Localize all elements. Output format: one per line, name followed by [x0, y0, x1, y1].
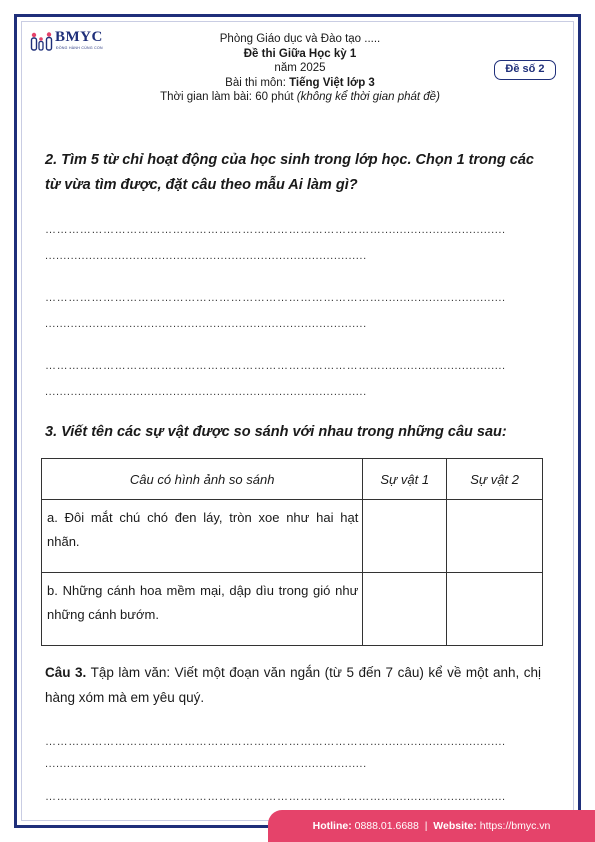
- answer-line[interactable]: ……………………………………………………………………………..................................: [45, 224, 506, 236]
- answer-cell-object-2[interactable]: [447, 500, 543, 573]
- header-time-line: [110, 90, 490, 105]
- family-logo-icon: [30, 31, 56, 51]
- answer-line[interactable]: ……………………………………………………………………………..................................: [45, 791, 506, 803]
- table-row: [42, 500, 543, 573]
- logo-tagline: ĐỒNG HÀNH CÙNG CON: [56, 46, 103, 50]
- header-subject-prefix: Bài thi môn:: [225, 76, 290, 89]
- header-department: Phòng Giáo dục và Đào tạo .....: [219, 33, 381, 45]
- table-row: [42, 573, 543, 646]
- answer-line[interactable]: ……………………………………………………………………………..................................: [45, 736, 506, 748]
- question-cau-3: [45, 660, 541, 710]
- hotline-number[interactable]: 0888.01.6688: [351, 820, 419, 832]
- logo-brand: BMYC: [55, 29, 103, 45]
- exam-header: [110, 32, 490, 105]
- answer-cell-object-2[interactable]: [447, 573, 543, 646]
- header-exam-title: Đề thi Giữa Học kỳ 1: [243, 47, 357, 60]
- answer-line[interactable]: ……………………………………………………………………………..................................: [45, 292, 506, 304]
- cau3-label: Câu 3.: [45, 665, 87, 680]
- comparison-table: [41, 458, 543, 646]
- header-subject-line: [110, 76, 490, 91]
- header-object-1: Sự vật 1: [363, 459, 447, 500]
- answer-line[interactable]: ........................................................................................: [45, 758, 367, 770]
- header-sentence: Câu có hình ảnh so sánh: [42, 459, 363, 500]
- bmyc-logo: [30, 31, 114, 51]
- footer-separator: |: [418, 820, 434, 832]
- sentence-b: b. Những cánh hoa mềm mại, dập dìu trong gió như những cánh bướm.: [42, 573, 363, 646]
- contact-footer: [268, 810, 595, 842]
- answer-line[interactable]: ........................................................................................: [45, 250, 367, 262]
- website-link[interactable]: https://bmyc.vn: [476, 820, 551, 832]
- cau3-text: Tập làm văn: Viết một đoạn văn ngắn (từ 5 đến 7 câu) kể về một anh, chị hàng xóm mà em yêu quý.: [45, 665, 542, 705]
- header-subject: Tiếng Việt lớp 3: [289, 76, 375, 89]
- exam-number-badge: Đề số 2: [494, 60, 556, 80]
- answer-line[interactable]: ........................................................................................: [45, 386, 367, 398]
- question-3: 3. Viết tên các sự vật được so sánh với nhau trong những câu sau:: [45, 424, 507, 440]
- header-year: năm 2025: [274, 62, 326, 74]
- question-2: 2. Tìm 5 từ chỉ hoạt động của học sinh trong lớp học. Chọn 1 trong các từ vừa tìm được, đặt câu theo mẫu Ai làm gì?: [45, 152, 534, 193]
- header-time: Thời gian làm bài: 60 phút: [160, 91, 297, 103]
- sentence-a: a. Đôi mắt chú chó đen láy, tròn xoe như hai hạt nhãn.: [42, 500, 363, 573]
- answer-line[interactable]: ……………………………………………………………………………..................................: [45, 360, 506, 372]
- answer-cell-object-1[interactable]: [363, 573, 447, 646]
- website-label: Website:: [433, 820, 477, 832]
- hotline-label: Hotline:: [312, 820, 352, 832]
- answer-cell-object-1[interactable]: [363, 500, 447, 573]
- header-time-note: (không kể thời gian phát đề): [296, 91, 440, 103]
- answer-line[interactable]: ........................................................................................: [45, 318, 367, 330]
- header-object-2: Sự vật 2: [447, 459, 543, 500]
- table-header-row: [42, 459, 543, 500]
